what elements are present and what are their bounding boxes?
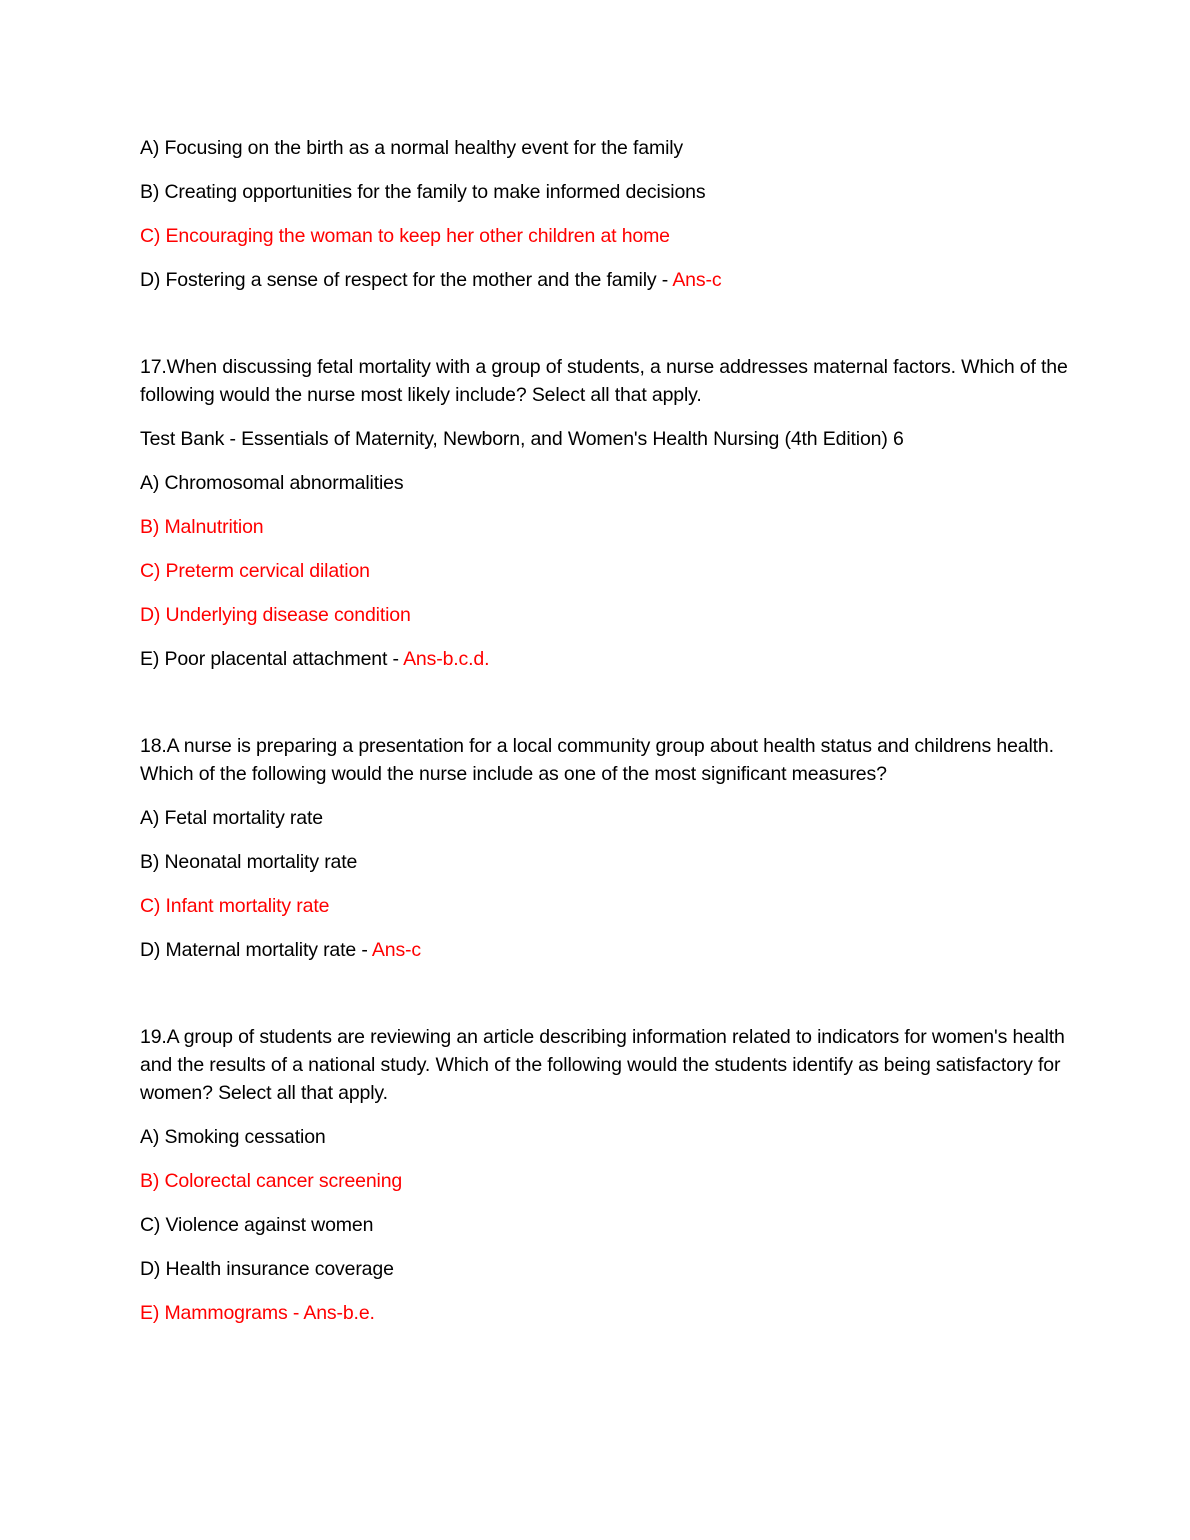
q17-option-e — [140, 645, 1090, 673]
q19-option-d — [140, 1255, 1090, 1283]
answer-key: Ans-c — [672, 269, 722, 291]
option-text: A) Smoking cessation — [140, 1126, 326, 1148]
option-text: E) Poor placental attachment - — [140, 648, 404, 670]
question-text: 19.A group of students are reviewing an article describing information related to indicators for women's health and the results of a national study. Which of the following would the students identify as being satisfactory for women? Select all that apply. — [140, 1026, 1065, 1104]
option-text: B) Neonatal mortality rate — [140, 851, 358, 873]
answer-key: Ans-b.c.d. — [403, 648, 490, 670]
q16-option-d — [140, 266, 1090, 294]
option-text: B) Malnutrition — [140, 516, 264, 538]
q19-option-b — [140, 1167, 1090, 1195]
option-text: C) Violence against women — [140, 1214, 374, 1236]
question-text: 17.When discussing fetal mortality with a group of students, a nurse addresses maternal factors. Which of the following would the nurse most likely include? Select all that apply. — [140, 356, 1068, 406]
option-text: D) Fostering a sense of respect for the mother and the family - — [140, 269, 673, 291]
q17-option-d — [140, 601, 1090, 629]
q16-option-b — [140, 178, 1090, 206]
option-text: D) Underlying disease condition — [140, 604, 411, 626]
test-bank-text: Test Bank - Essentials of Maternity, Newborn, and Women's Health Nursing (4th Edition) 6 — [140, 428, 904, 450]
q16-option-c — [140, 222, 1090, 250]
q18-option-b — [140, 848, 1090, 876]
option-text: C) Infant mortality rate — [140, 895, 330, 917]
q17-question-text — [140, 353, 1090, 409]
q19-option-a — [140, 1123, 1090, 1151]
question-16-options-block — [140, 134, 1090, 294]
answer-key: Ans-c — [371, 939, 421, 961]
q18-option-c — [140, 892, 1090, 920]
option-text: B) Colorectal cancer screening — [140, 1170, 403, 1192]
q17-option-a — [140, 469, 1090, 497]
question-19-block — [140, 1023, 1090, 1327]
q19-option-c — [140, 1211, 1090, 1239]
question-text: 18.A nurse is preparing a presentation for a local community group about health status and childrens health. Which of the following would the nurse include as one of the most significant measures? — [140, 735, 1054, 785]
q16-option-a — [140, 134, 1090, 162]
option-text: A) Chromosomal abnormalities — [140, 472, 404, 494]
q19-option-e — [140, 1299, 1090, 1327]
q17-option-b — [140, 513, 1090, 541]
q18-option-a — [140, 804, 1090, 832]
q18-question-text — [140, 732, 1090, 788]
question-18-block — [140, 732, 1090, 964]
q19-question-text — [140, 1023, 1090, 1107]
option-text: C) Encouraging the woman to keep her other children at home — [140, 225, 670, 247]
option-text: D) Health insurance coverage — [140, 1258, 394, 1280]
q18-option-d — [140, 936, 1090, 964]
option-text: A) Focusing on the birth as a normal healthy event for the family — [140, 137, 684, 159]
q17-option-c — [140, 557, 1090, 585]
option-text: D) Maternal mortality rate - — [140, 939, 372, 961]
option-text: E) Mammograms - Ans-b.e. — [140, 1302, 375, 1324]
test-bank-line — [140, 425, 1090, 453]
option-text: C) Preterm cervical dilation — [140, 560, 370, 582]
option-text: B) Creating opportunities for the family to make informed decisions — [140, 181, 706, 203]
option-text: A) Fetal mortality rate — [140, 807, 323, 829]
question-17-block — [140, 353, 1090, 673]
